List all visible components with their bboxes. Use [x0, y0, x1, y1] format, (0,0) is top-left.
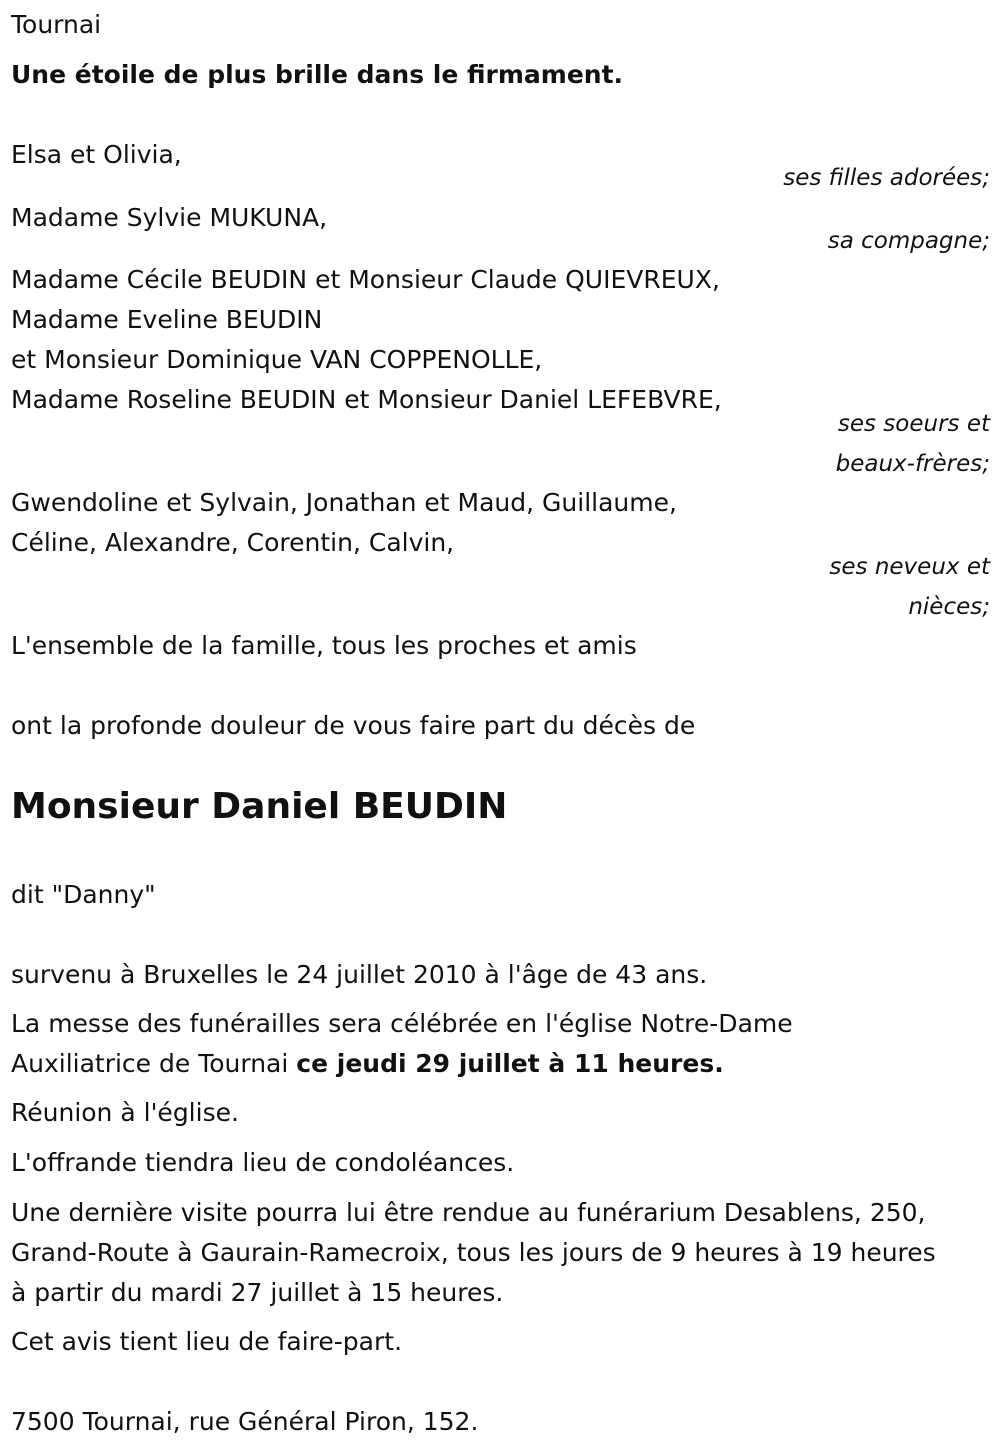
deceased-name: Monsieur Daniel BEUDIN — [11, 786, 508, 827]
nephews-role: ses neveux et — [829, 554, 990, 580]
siblings-role: ses soeurs et — [837, 411, 990, 437]
meeting-line: Réunion à l'église. — [11, 1098, 239, 1127]
siblings-line: Madame Roseline BEUDIN et Monsieur Daniel LEFEBVRE, — [11, 385, 722, 414]
siblings-role: beaux-frères; — [835, 451, 990, 477]
mass-location: Auxiliatrice de Tournai — [11, 1049, 297, 1078]
notice-line: Cet avis tient lieu de faire-part. — [11, 1327, 403, 1356]
visit-line: Grand-Route à Gaurain-Ramecroix, tous les jours de 9 heures à 19 heures — [11, 1238, 936, 1267]
announcement: ont la profonde douleur de vous faire part du décès de — [11, 711, 696, 740]
visit-line: Une dernière visite pourra lui être rendue au funérarium Desablens, 250, — [11, 1198, 926, 1227]
nephews-line: Gwendoline et Sylvain, Jonathan et Maud, Guillaume, — [11, 488, 677, 517]
visit-line: à partir du mardi 27 juillet à 15 heures. — [11, 1278, 504, 1307]
daughters-role: ses filles adorées; — [783, 165, 990, 191]
partner-line: Madame Sylvie MUKUNA, — [11, 203, 328, 232]
siblings-line: et Monsieur Dominique VAN COPPENOLLE, — [11, 345, 543, 374]
offering-line: L'offrande tiendra lieu de condoléances. — [11, 1148, 515, 1177]
mass-date: ce jeudi 29 juillet à 11 heures. — [296, 1049, 724, 1078]
headline: Une étoile de plus brille dans le firmament. — [11, 60, 624, 89]
daughters-line: Elsa et Olivia, — [11, 140, 182, 169]
mass-line — [11, 1044, 724, 1084]
deceased-nickname: dit "Danny" — [11, 880, 156, 909]
address-line: 7500 Tournai, rue Général Piron, 152. — [11, 1407, 479, 1436]
nephews-line: Céline, Alexandre, Corentin, Calvin, — [11, 528, 455, 557]
partner-role: sa compagne; — [827, 228, 990, 254]
nephews-role: nièces; — [908, 594, 990, 620]
death-line: survenu à Bruxelles le 24 juillet 2010 à l'âge de 43 ans. — [11, 960, 708, 989]
siblings-line: Madame Cécile BEUDIN et Monsieur Claude QUIEVREUX, — [11, 265, 720, 294]
siblings-line: Madame Eveline BEUDIN — [11, 305, 323, 334]
mass-line: La messe des funérailles sera célébrée en l'église Notre-Dame — [11, 1009, 793, 1038]
location: Tournai — [11, 10, 102, 39]
others-line: L'ensemble de la famille, tous les proches et amis — [11, 631, 637, 660]
